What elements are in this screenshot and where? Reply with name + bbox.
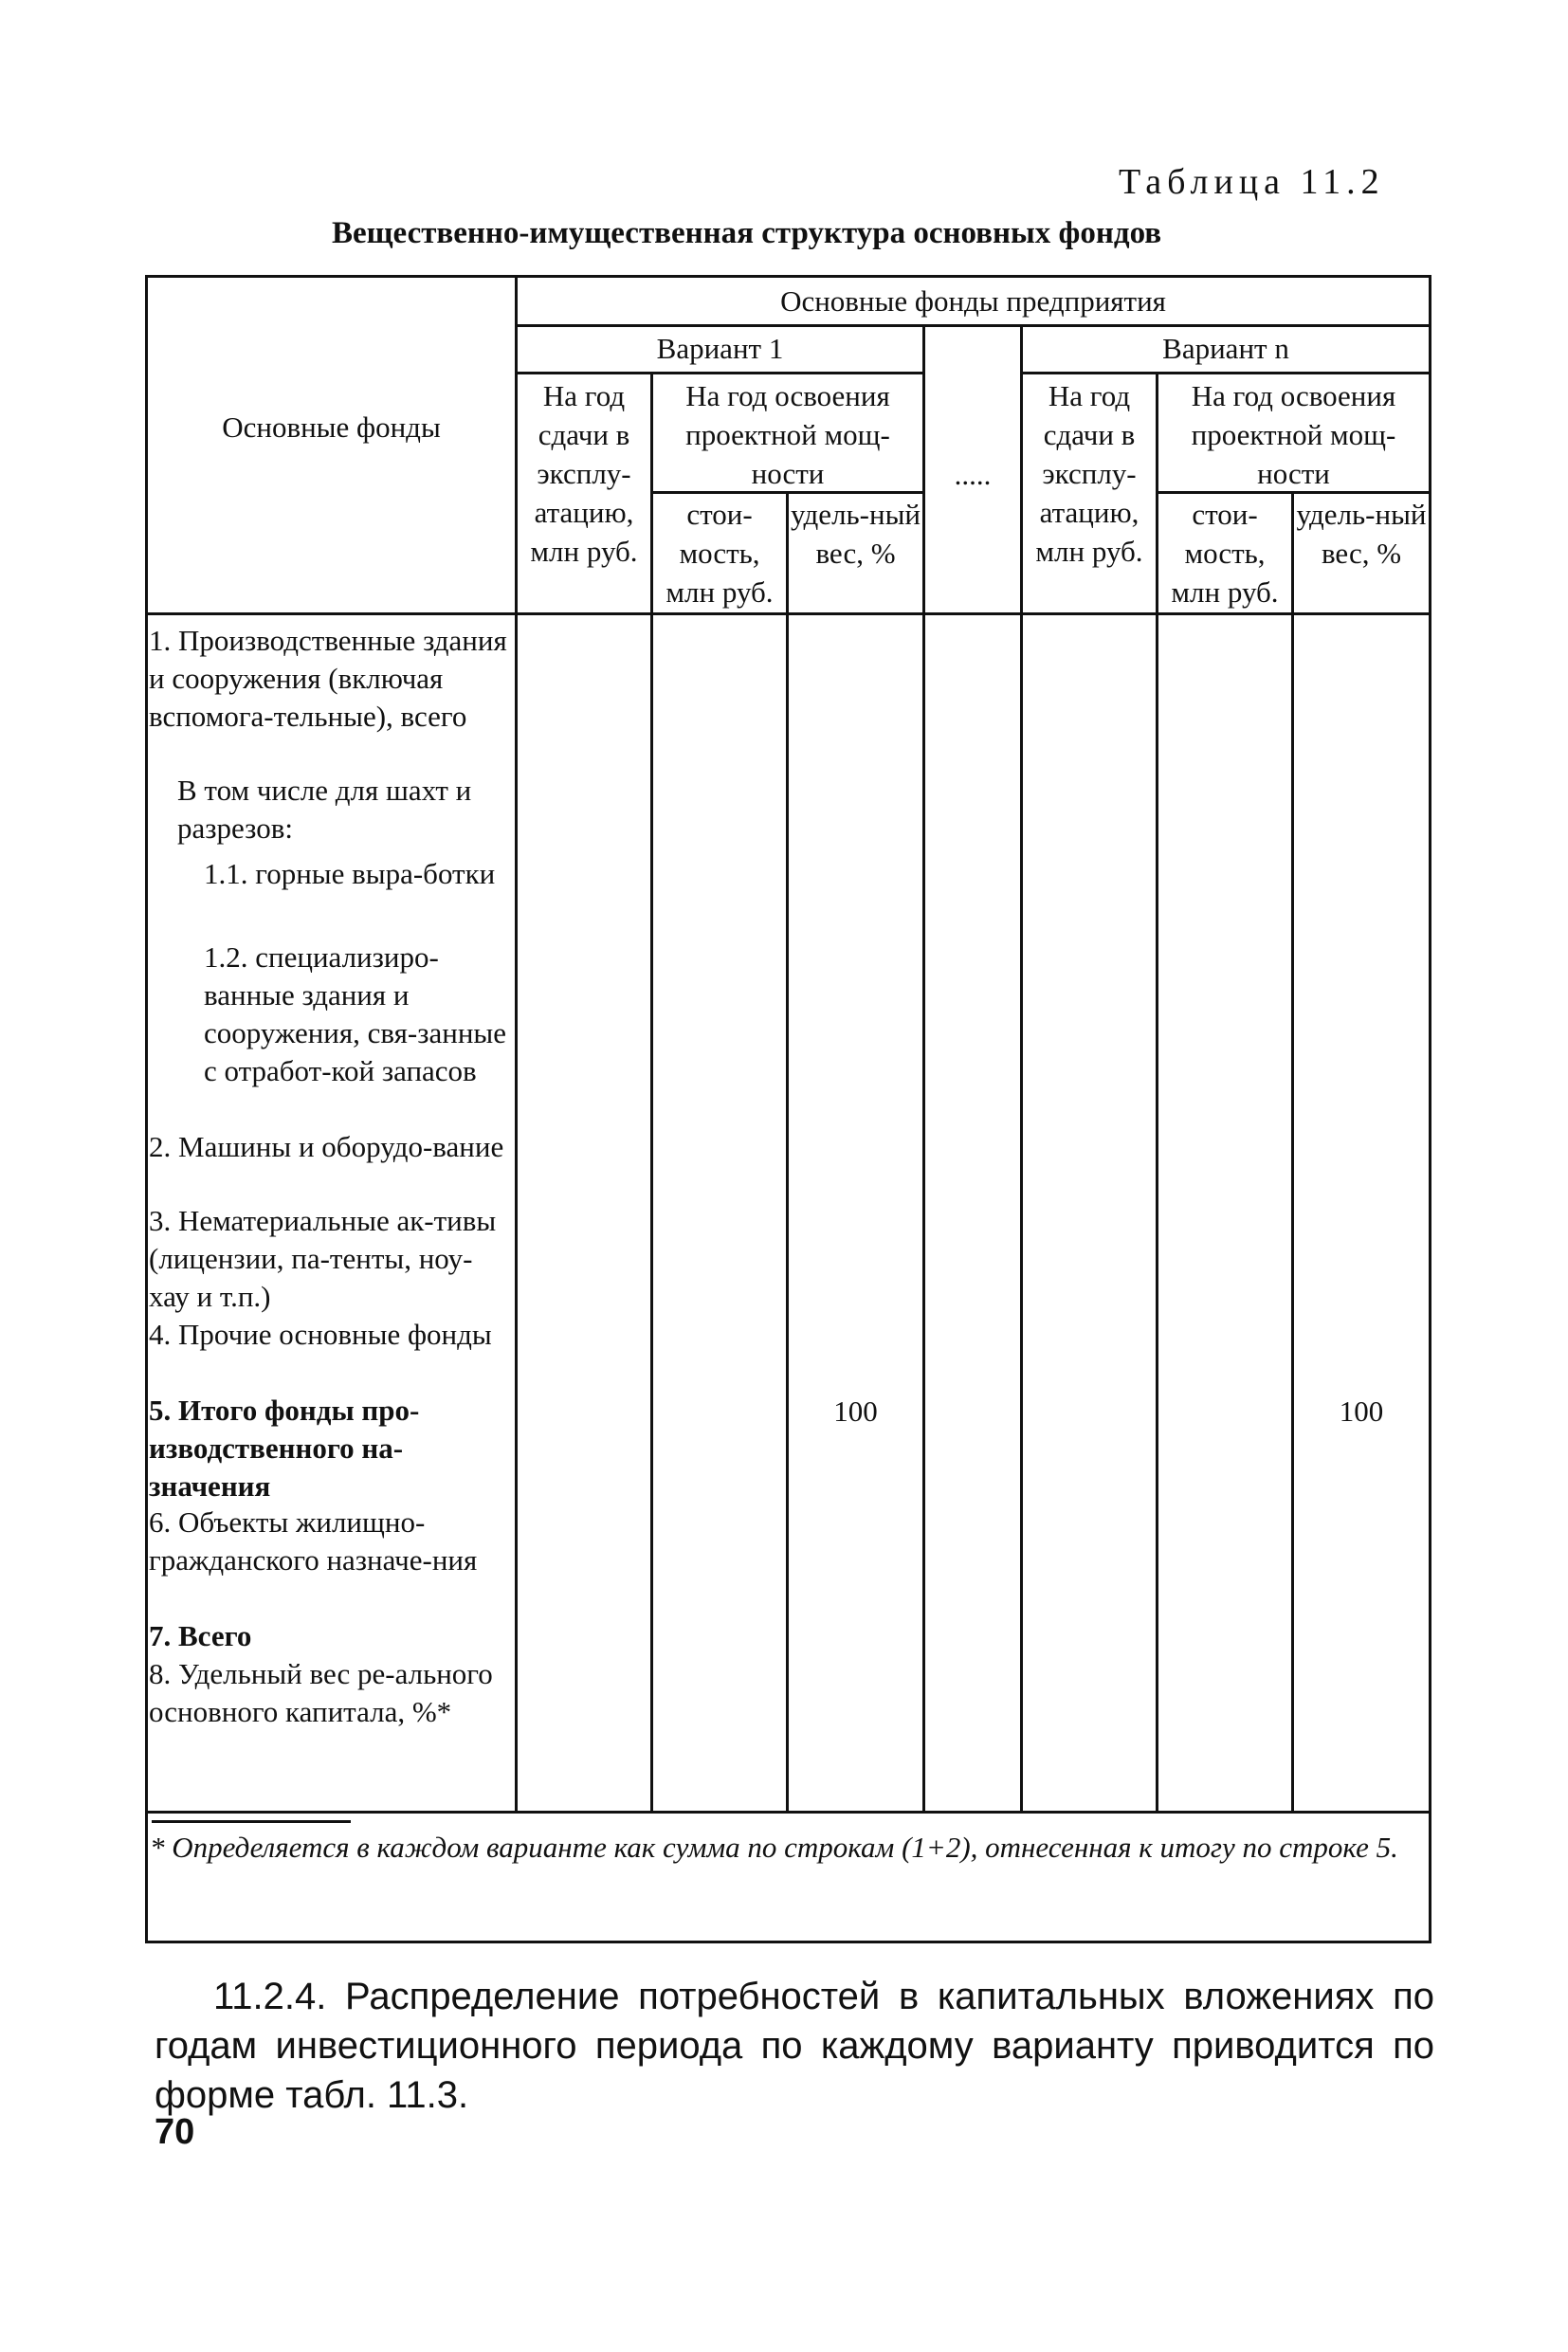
table-title: Вещественно-имущественная структура основных фондов — [332, 216, 1162, 250]
dots-column: ..... — [954, 458, 992, 491]
variant1-line — [515, 372, 922, 374]
v1-share-header: удель-ный вес, % — [790, 498, 921, 570]
vn-commission-header: На год сдачи в эксплу-атацию, млн руб. — [1035, 379, 1143, 568]
footnote: * Определяется в каждом варианте как сумма по строкам (1+2), отнесенная к итогу по строке 5. — [150, 1831, 1398, 1864]
v1-commission-header: На год сдачи в эксплу-атацию, млн руб. — [530, 379, 638, 568]
vn-share-header: удель-ный вес, % — [1296, 498, 1427, 570]
group-header-line — [515, 324, 1431, 327]
row-label: 3. Нематериальные ак-тивы (лицензии, па-тенты, ноу-хау и т.п.) — [149, 1204, 497, 1313]
row-label: 6. Объекты жилищно-гражданского назначе-ния — [149, 1505, 478, 1577]
row-label: 7. Всего — [149, 1619, 252, 1652]
group-header: Основные фонды предприятия — [780, 284, 1166, 318]
table-caption: Таблица 11.2 — [1119, 162, 1385, 202]
row-label: В том числе для шахт и разрезов: — [177, 774, 472, 845]
table-right-border — [1429, 275, 1431, 1943]
variantn-header: Вариант n — [1162, 332, 1289, 365]
table-top-border — [145, 275, 1431, 278]
row-label: 1. Производственные здания и сооружения (включая вспомога-тельные), всего — [149, 624, 507, 733]
page-number: 70 — [155, 2112, 195, 2152]
row-label: 8. Удельный вес ре-ального основного капитала, %* — [149, 1657, 493, 1728]
v1-total-share: 100 — [833, 1395, 878, 1428]
col-line-7 — [1291, 491, 1294, 1811]
table-bottom-border — [145, 1941, 1431, 1943]
table-left-border — [145, 275, 148, 1943]
row-label: 4. Прочие основные фонды — [149, 1318, 492, 1351]
variantn-line — [1020, 372, 1431, 374]
vn-capacity-header: На год освоения проектной мощ-ности — [1191, 379, 1396, 490]
vn-cost-header: стои-мость, млн руб. — [1171, 498, 1279, 609]
col-line-4 — [922, 324, 925, 1811]
row-label: 1.2. специализиро-ванные здания и сооружения, свя-занные с отработ-кой запасов — [204, 940, 506, 1087]
row-label: 1.1. горные выра-ботки — [204, 857, 496, 890]
v1-capacity-header: На год освоения проектной мощ-ности — [685, 379, 890, 490]
row-label: 5. Итого фонды про-изводственного на-значения — [149, 1394, 420, 1503]
body-paragraph: 11.2.4. Распределение потребностей в капитальных вложениях по годам инвестиционного периода по каждому варианту приводится по форме табл. 11.3. — [155, 1976, 1434, 2116]
footnote-separator — [145, 1811, 1431, 1814]
v1-cost-header: стои-мость, млн руб. — [665, 498, 774, 609]
variant1-header: Вариант 1 — [656, 332, 784, 365]
vn-total-share: 100 — [1339, 1395, 1384, 1428]
col-line-3 — [786, 491, 789, 1811]
row-label: 2. Машины и оборудо-вание — [149, 1130, 504, 1163]
col-main-header: Основные фонды — [222, 410, 441, 444]
footnote-rule — [152, 1820, 351, 1823]
